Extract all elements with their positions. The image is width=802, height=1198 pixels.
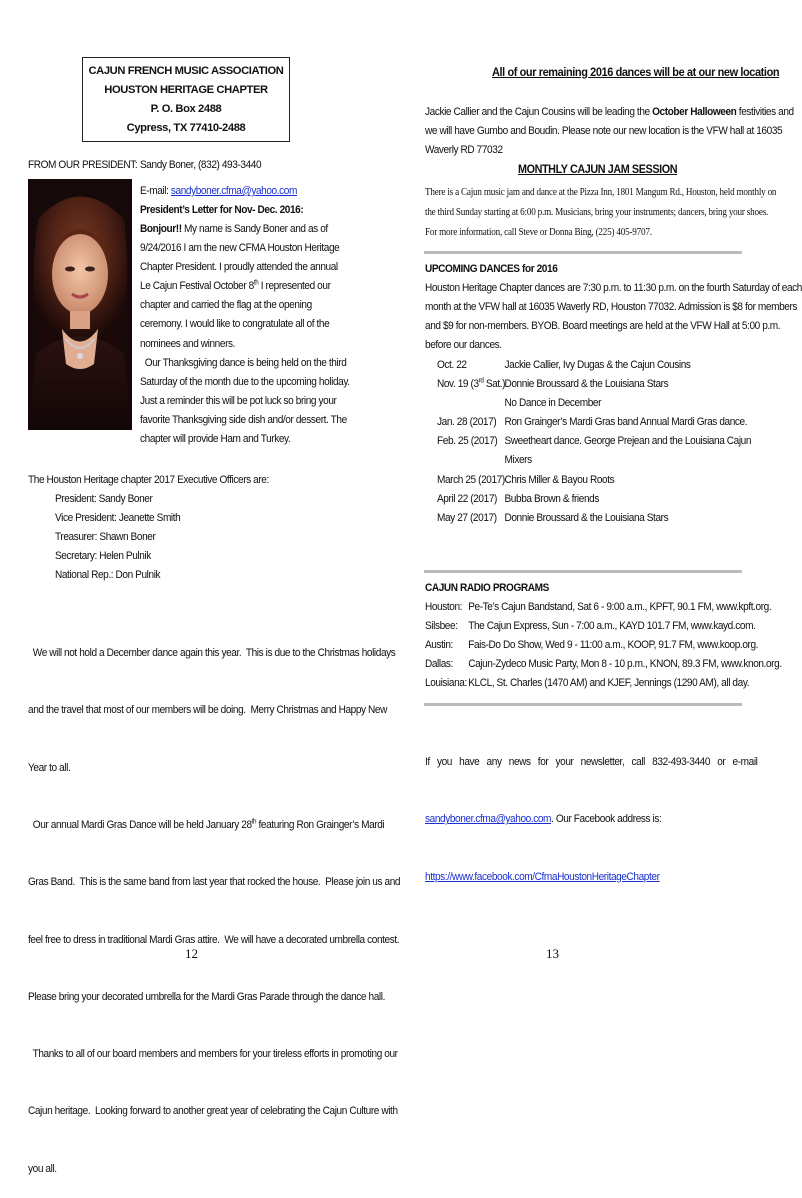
header-line: CAJUN FRENCH MUSIC ASSOCIATION: [88, 65, 284, 77]
radio-program: Fais-Do Do Show, Wed 9 - 11:00 a.m., KOOP, 91.7 FM, www.koop.org.: [468, 639, 759, 652]
header-line: P. O. Box 2488: [150, 103, 222, 115]
upcoming-title: UPCOMING DANCES for 2016: [425, 263, 558, 275]
letter-line-7: nominees and winners.: [140, 337, 236, 350]
header-line: Cypress, TX 77410-2488: [126, 122, 246, 134]
para-line: Cajun heritage. Looking forward to another great year of celebrating the Cajun Culture with: [28, 1105, 398, 1118]
radio-title: CAJUN RADIO PROGRAMS: [425, 582, 549, 594]
para-line: Please bring your decorated umbrella for the Mardi Gras Parade through the dance hall.: [28, 990, 385, 1003]
para-line: you all.: [28, 1162, 57, 1175]
jam-session-title: MONTHLY CAJUN JAM SESSION: [518, 162, 678, 176]
email-prefix: E-mail:: [140, 185, 171, 197]
radio-program: Cajun-Zydeco Music Party, Mon 8 - 10 p.m., KNON, 89.3 FM, www.knon.org.: [468, 658, 782, 671]
radio-program: Pe-Te’s Cajun Bandstand, Sat 6 - 9:00 a.m., KPFT, 90.1 FM, www.kpft.org.: [468, 601, 772, 613]
letter-line-6: ceremony. I would like to congratulate all of the: [140, 318, 330, 331]
news-line: [425, 868, 758, 887]
radio-city: Dallas:: [425, 658, 453, 671]
divider: [424, 570, 742, 573]
schedule-event: Mixers: [504, 454, 532, 467]
radio-city: Houston:: [425, 601, 463, 613]
presidents-letter: [140, 220, 350, 449]
para-line: Our annual Mardi Gras Dance will be held January 28th featuring Ron Grainger’s Mardi: [28, 818, 385, 832]
radio-cities: [425, 598, 467, 693]
schedule-date: Nov. 19 (3rd Sat.): [437, 377, 506, 391]
divider: [424, 703, 742, 706]
news-line: If you have any news for your newsletter, call 832-493-3440 or e-mail: [425, 756, 758, 769]
jam-line: the third Sunday starting at 6:00 p.m. Musicians, bring your instruments; dancers, bring your shoes.: [425, 206, 769, 218]
intro-line: Jackie Callier and the Cajun Cousins will be leading the October Halloween festivities and: [425, 106, 794, 118]
letter-line-5: chapter and carried the flag at the opening: [140, 299, 312, 312]
header-line: HOUSTON HERITAGE CHAPTER: [104, 84, 268, 96]
schedule-event: Sweetheart dance. George Prejean and the Louisiana Cajun: [504, 435, 752, 448]
schedule-event: Donnie Broussard & the Louisiana Stars: [504, 378, 669, 391]
upcoming-text: [425, 279, 802, 355]
association-header-box: [82, 57, 290, 142]
officer-item: President: Sandy Boner: [55, 493, 153, 505]
divider: [424, 251, 742, 254]
radio-program: KLCL, St. Charles (1470 AM) and KJEF, Jennings (1290 AM), all day.: [468, 677, 750, 690]
radio-city: Austin:: [425, 639, 453, 652]
upcoming-line: and $9 for non-members. BYOB. Board meetings are held at the VFW Hall at 5:00 p.m.: [425, 320, 781, 333]
intro-line: Waverly RD 77032: [425, 144, 503, 157]
intro-paragraph: [425, 103, 794, 160]
radio-program: The Cajun Express, Sun - 7:00 a.m., KAYD 101.7 FM, www.kayd.com.: [468, 620, 756, 633]
letter-line-1: Bonjour!! My name is Sandy Boner and as of: [140, 223, 328, 235]
schedule-date: Feb. 25 (2017): [437, 435, 498, 448]
para-line: and the travel that most of our members will be doing. Merry Christmas and Happy New: [28, 704, 387, 717]
letter-line-8: Our Thanksgiving dance is being held on the third: [140, 356, 347, 369]
radio-city: Louisiana:: [425, 677, 467, 690]
para-line: feel free to dress in traditional Mardi Gras attire. We will have a decorated umbrella contest.: [28, 933, 400, 946]
schedule-date: [437, 394, 505, 413]
letter-line-3: Chapter President. I proudly attended the annual: [140, 261, 338, 274]
jam-line: There is a Cajun music jam and dance at the Pizza Inn, 1801 Mangum Rd., Houston, held monthly on: [425, 186, 777, 198]
upcoming-line: month at the VFW hall at 16035 Waverly RD, Houston 77032. Admission is $8 for members: [425, 301, 798, 314]
schedule-event: Ron Grainger’s Mardi Gras band Annual Mardi Gras dance.: [504, 416, 748, 429]
letter-line-11: favorite Thanksgiving side dish and/or dessert. The: [140, 413, 347, 426]
para-line: We will not hold a December dance again this year. This is due to the Christmas holidays: [28, 647, 396, 660]
jam-session-text: [425, 182, 776, 242]
from-president-label: FROM OUR PRESIDENT:: [28, 159, 138, 171]
letter-title: President’s Letter for Nov- Dec. 2016:: [140, 204, 304, 216]
schedule-event: Jackie Callier, Ivy Dugas & the Cajun Cousins: [504, 359, 691, 371]
intro-line: we will have Gumbo and Boudin. Please note our new location is the VFW hall at 16035: [425, 125, 783, 138]
letter-line-12: chapter will provide Ham and Turkey.: [140, 433, 291, 446]
letter-line-2: 9/24/2016 I am the new CFMA Houston Heritage: [140, 242, 340, 255]
letter-line-9: Saturday of the month due to the upcoming holiday.: [140, 375, 350, 388]
schedule-date: Jan. 28 (2017): [437, 416, 497, 429]
news-contact: [425, 715, 758, 906]
schedule-event: Donnie Broussard & the Louisiana Stars: [504, 511, 669, 524]
schedule-event: Bubba Brown & friends: [504, 492, 599, 505]
schedule-event: No Dance in December: [504, 397, 602, 410]
para-line: Year to all.: [28, 761, 71, 774]
radio-city: Silsbee:: [425, 620, 458, 633]
email-line: [140, 182, 297, 201]
officer-item: Secretary: Helen Pulnik: [55, 550, 151, 563]
officers-intro: The Houston Heritage chapter 2017 Executive Officers are:: [28, 474, 269, 486]
president-email-link[interactable]: sandyboner.cfma@yahoo.com: [170, 185, 297, 197]
page-number-left: 12: [185, 946, 198, 961]
schedule-date: March 25 (2017): [437, 473, 505, 486]
letter-line-10: Just a reminder this will be pot luck so bring your: [140, 394, 337, 407]
closing-paragraphs: [28, 606, 400, 1198]
jam-line: For more information, call Steve or Donna Bing, (225) 405-9707.: [425, 226, 652, 238]
officer-item: Treasurer: Shawn Boner: [55, 531, 156, 544]
schedule-event: Chris Miller & Bayou Roots: [504, 473, 615, 486]
radio-program-names: [468, 598, 782, 693]
para-line: Thanks to all of our board members and members for your tireless efforts in promoting our: [28, 1048, 398, 1061]
schedule-date: April 22 (2017): [437, 492, 497, 505]
officer-item: National Rep.: Don Pulnik: [55, 569, 161, 582]
para-line: Gras Band. This is the same band from last year that rocked the house. Please join us and: [28, 876, 401, 889]
facebook-link[interactable]: https://www.facebook.com/CfmaHoustonHeritageChapter: [425, 870, 660, 883]
schedule-date: [437, 451, 505, 470]
schedule-date: May 27 (2017): [437, 511, 497, 524]
schedule-dates: [437, 356, 505, 528]
page-number-right: 13: [546, 946, 559, 961]
president-contact: Sandy Boner, (832) 493-3440: [140, 159, 262, 171]
officers-list: [55, 490, 180, 585]
headline: All of our remaining 2016 dances will be at our new location: [492, 65, 780, 79]
schedule-date: Oct. 22: [437, 359, 467, 371]
news-email-link[interactable]: sandyboner.cfma@yahoo.com: [425, 813, 552, 826]
upcoming-line: before our dances.: [425, 339, 502, 352]
president-photo: [28, 179, 132, 430]
news-line: sandyboner.cfma@yahoo.com. Our Facebook address is:: [425, 813, 662, 826]
schedule-events: [505, 356, 752, 528]
letter-line-4: Le Cajun Festival October 8th I represented our: [140, 279, 331, 293]
officer-item: Vice President: Jeanette Smith: [55, 512, 181, 525]
upcoming-line: Houston Heritage Chapter dances are 7:30 p.m. to 11:30 p.m. on the fourth Saturday of each: [425, 282, 802, 294]
